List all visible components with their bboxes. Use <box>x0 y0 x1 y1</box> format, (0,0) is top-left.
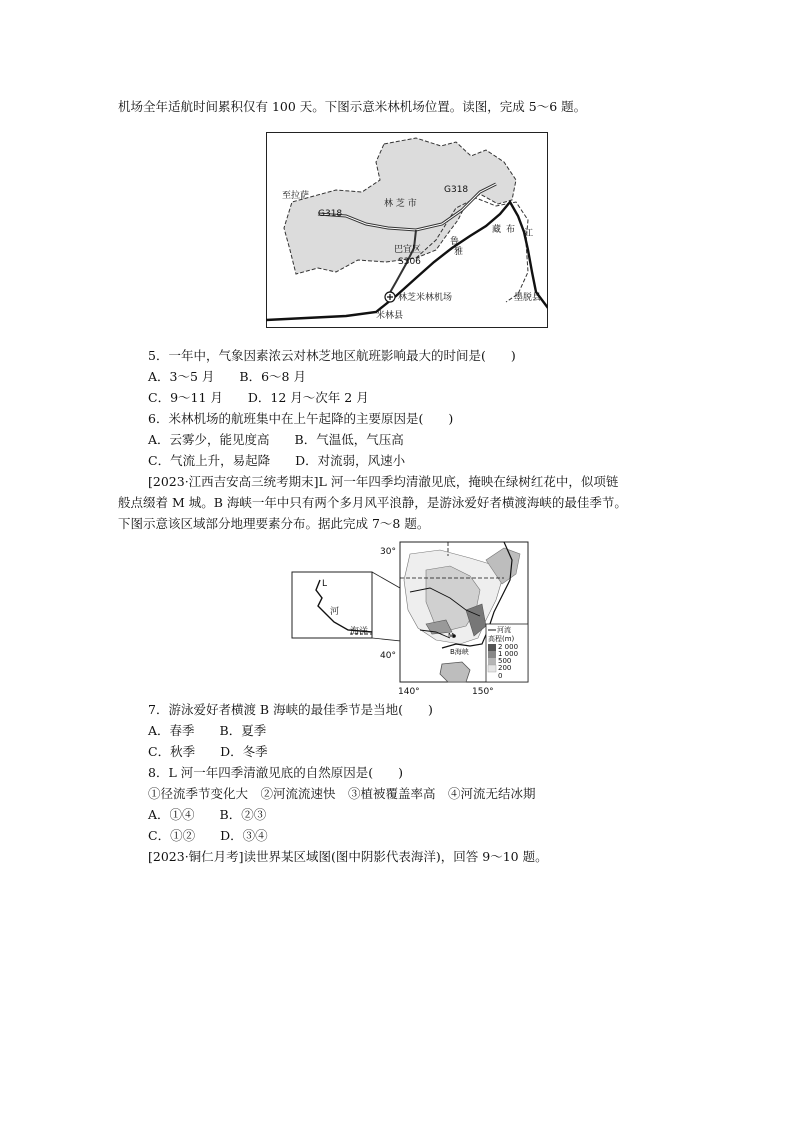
legend-elev: 高程(m) <box>488 635 515 643</box>
legend-value-0: 2 000 <box>498 643 519 651</box>
strait-region-map <box>290 540 532 696</box>
intro-text: 机场全年适航时间累积仅有 100 天。下图示意米林机场位置。读图，完成 5～6 题。 <box>118 99 587 114</box>
q7-options-cd: C．秋季 D．冬季 <box>148 744 268 759</box>
label-jiang: 江 <box>524 229 534 239</box>
milin-airport-map <box>266 132 548 328</box>
label-medog: 墨脱县 <box>514 293 542 303</box>
label-g318-right: G318 <box>444 185 469 195</box>
label-airport: 林芝米林机场 <box>398 293 453 303</box>
label-bu: 布 <box>506 225 516 235</box>
q8-items: ①径流季节变化大 ②河流流速快 ③植被覆盖率高 ④河流无结冰期 <box>148 786 536 801</box>
legend-river: 河流 <box>497 626 511 634</box>
q5-options-ab: A．3～5 月 B．6～8 月 <box>148 369 306 384</box>
legend-value-2: 500 <box>498 657 512 665</box>
label-to-lhasa: 至拉萨 <box>282 191 310 201</box>
island <box>440 662 470 682</box>
q8-options-cd: C．①② D．③④ <box>148 828 268 843</box>
label-ya: 雅 <box>454 247 464 257</box>
q6-options-ab: A．云雾少，能见度高 B．气温低，气压高 <box>148 432 404 447</box>
q5-options-cd: C．9～11 月 D．12 月～次年 2 月 <box>148 390 369 405</box>
q7-stem: 7．游泳爱好者横渡 B 海峡的最佳季节是当地( ) <box>148 702 433 717</box>
label-lat30: 30° <box>380 547 396 557</box>
q5-stem: 5．一年中，气象因素浓云对林芝地区航班影响最大的时间是( ) <box>148 348 516 363</box>
intro-mid-line3: 下图示意该区域部分地理要素分布。据此完成 7～8 题。 <box>118 516 430 531</box>
label-haiyang: 海洋 <box>350 627 369 637</box>
intro-bottom: [2023·铜仁月考]读世界某区域图(图中阴影代表海洋)，回答 9～10 题。 <box>148 849 548 864</box>
label-strait: B海峡 <box>450 648 469 656</box>
q6-options-cd: C．气流上升，易起降 D．对流弱，风速小 <box>148 453 406 468</box>
label-M: M <box>448 632 455 640</box>
label-lat40: 40° <box>380 651 396 661</box>
q7-options-ab: A．春季 B．夏季 <box>148 723 267 738</box>
intro-mid-line1: [2023·江西吉安高三统考期末]L 河一年四季均清澈见底，掩映在绿树红花中，似项链 <box>148 474 619 489</box>
label-zang: 藏 <box>492 225 502 235</box>
label-bayi: 巴宜区 <box>394 245 422 255</box>
label-he: 河 <box>330 607 340 617</box>
label-milin: 米林县 <box>376 311 404 321</box>
intro-mid-line2: 般点缀着 M 城。B 海峡一年中只有两个多月风平浪静，是游泳爱好者横渡海峡的最佳季节。 <box>118 495 627 510</box>
label-linzhi: 林 芝 市 <box>384 199 417 209</box>
label-s306: S306 <box>398 257 421 267</box>
legend-value-3: 200 <box>498 664 512 672</box>
label-L: L <box>322 579 328 589</box>
label-lu: 鲁 <box>450 237 460 247</box>
legend-value-4: 0 <box>498 672 503 680</box>
q8-options-ab: A．①④ B．②③ <box>148 807 267 822</box>
label-lon140: 140° <box>398 687 420 696</box>
label-g318-left: G318 <box>318 209 343 219</box>
legend-value-1: 1 000 <box>498 650 519 658</box>
label-lon150: 150° <box>472 687 494 696</box>
q6-stem: 6．米林机场的航班集中在上午起降的主要原因是( ) <box>148 411 454 426</box>
q8-stem: 8．L 河一年四季清澈见底的自然原因是( ) <box>148 765 403 780</box>
